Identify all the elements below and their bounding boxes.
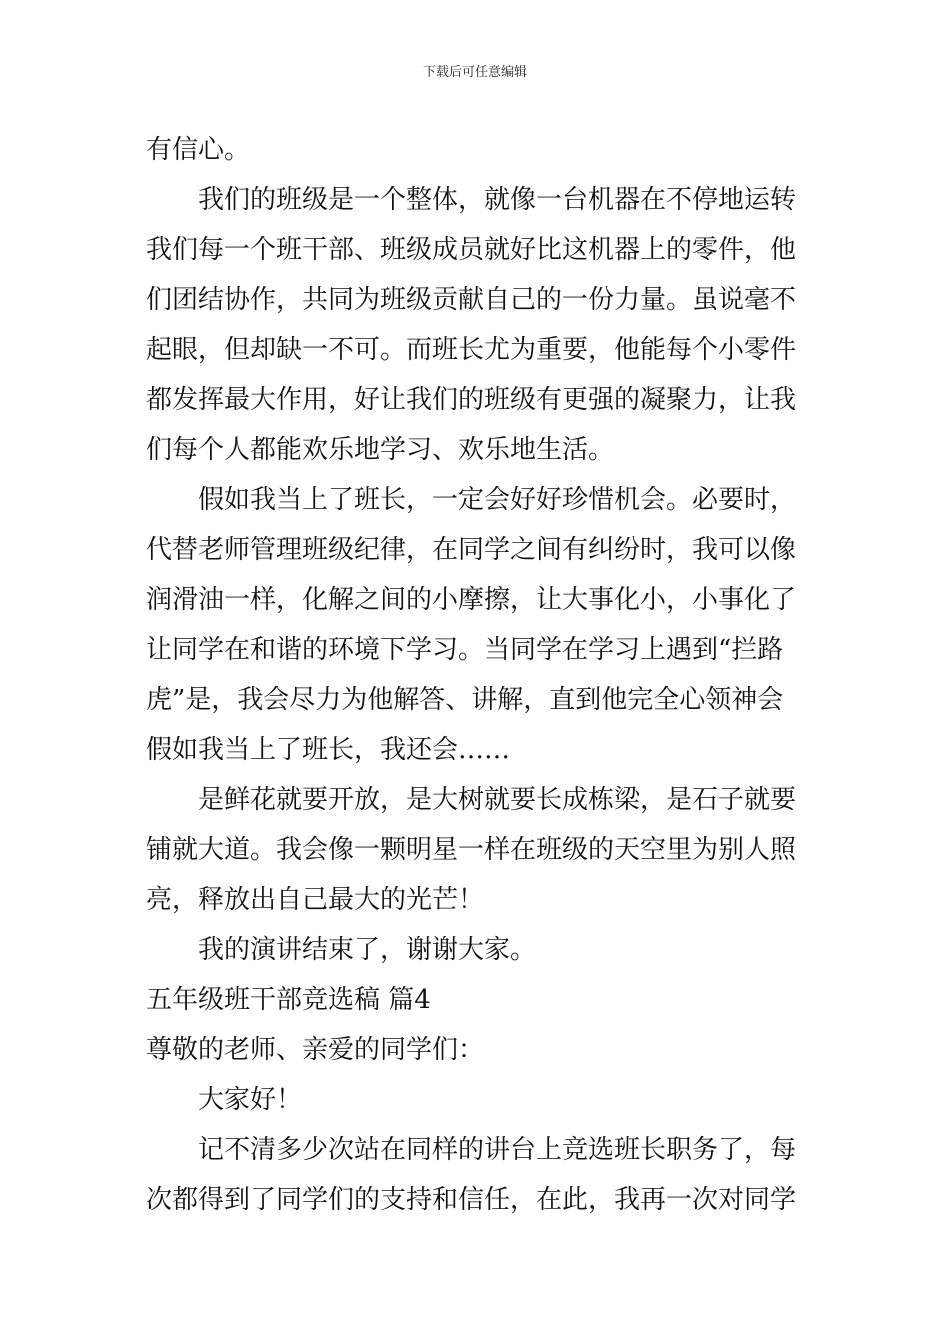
text-line: 起眼，但却缺一不可。而班长尤为重要，他能每个小零件 bbox=[146, 335, 797, 365]
text-line: 次都得到了同学们的支持和信任，在此，我再一次对同学 bbox=[146, 1185, 797, 1215]
text-line: 们团结协作，共同为班级贡献自己的一份力量。虽说毫不 bbox=[146, 285, 797, 315]
text-line: 铺就大道。我会像一颗明星一样在班级的天空里为别人照 bbox=[146, 835, 797, 865]
text-line: 大家好！ bbox=[198, 1085, 303, 1115]
text-line: 我们的班级是一个整体，就像一台机器在不停地运转 bbox=[198, 185, 797, 215]
text-line: 让同学在和谐的环境下学习。当同学在学习上遇到“拦路 bbox=[146, 635, 784, 665]
text-line: 假如我当上了班长，我还会…… bbox=[146, 735, 511, 765]
text-line: 润滑油一样，化解之间的小摩擦，让大事化小，小事化了 bbox=[146, 585, 797, 615]
text-line: 尊敬的老师、亲爱的同学们： bbox=[146, 1035, 485, 1065]
text-line: 我们每一个班干部、班级成员就好比这机器上的零件，他 bbox=[146, 235, 797, 265]
text-line: 有信心。 bbox=[146, 135, 251, 165]
text-line: 虎”是，我会尽力为他解答、讲解，直到他完全心领神会 bbox=[146, 685, 784, 715]
text-line: 是鲜花就要开放，是大树就要长成栋梁，是石子就要 bbox=[198, 785, 797, 815]
page-header: 下载后可任意编辑 bbox=[422, 65, 527, 80]
section-heading: 五年级班干部竞选稿 篇4 bbox=[146, 985, 431, 1015]
document-body bbox=[146, 125, 816, 1225]
text-line: 假如我当上了班长，一定会好好珍惜机会。必要时， bbox=[198, 485, 797, 515]
text-line: 记不清多少次站在同样的讲台上竞选班长职务了，每 bbox=[198, 1135, 797, 1165]
text-line: 都发挥最大作用，好让我们的班级有更强的凝聚力，让我 bbox=[146, 385, 797, 415]
text-line: 们每个人都能欢乐地学习、欢乐地生活。 bbox=[146, 435, 615, 465]
text-line: 代替老师管理班级纪律，在同学之间有纠纷时，我可以像 bbox=[146, 535, 797, 565]
text-line: 亮，释放出自己最大的光芒！ bbox=[146, 885, 485, 915]
text-line: 我的演讲结束了，谢谢大家。 bbox=[198, 935, 537, 965]
